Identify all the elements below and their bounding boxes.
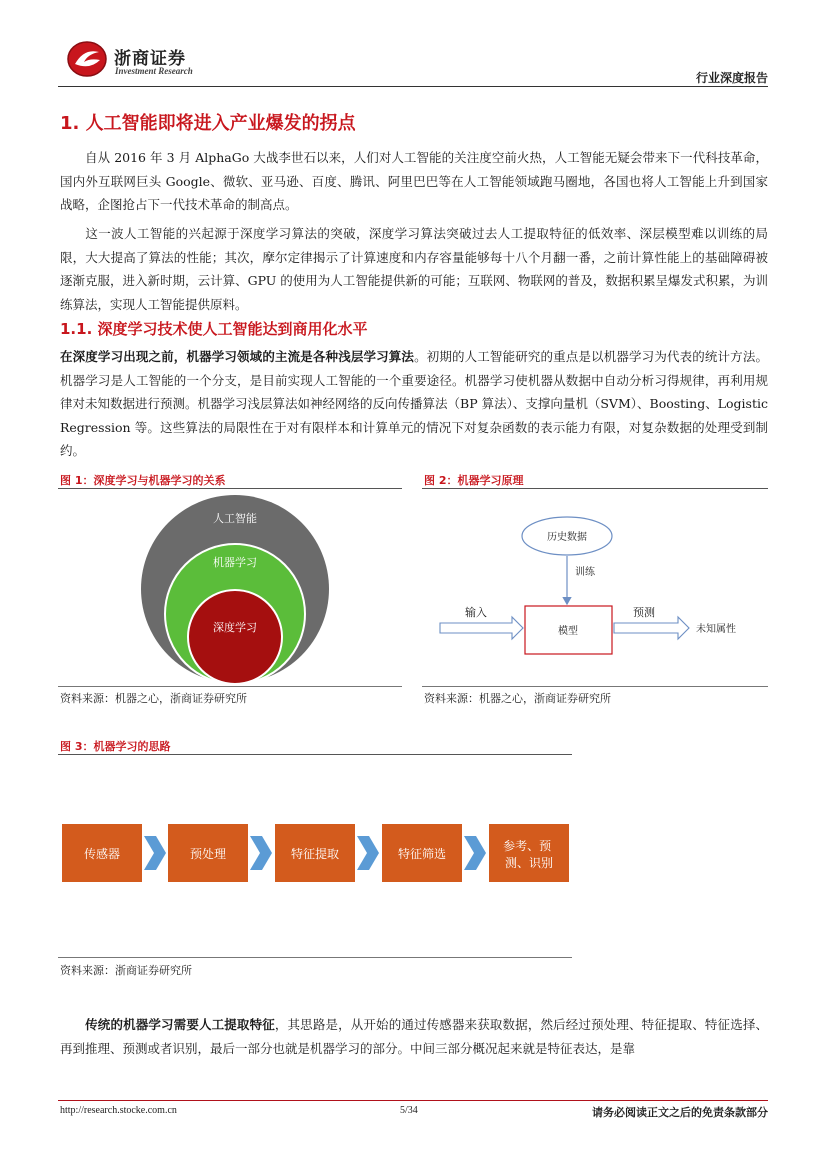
flow-arrow-2: [250, 836, 272, 870]
figure-1-title: 图 1：深度学习与机器学习的关系: [60, 474, 226, 487]
figure-2-source: 资料来源：机器之心，浙商证券研究所: [424, 692, 611, 705]
history-data-label: 历史数据: [547, 532, 587, 543]
flow-arrow-4: [464, 836, 486, 870]
figure-1-source: 资料来源：机器之心，浙商证券研究所: [60, 692, 247, 705]
dl-label: 深度学习: [213, 621, 257, 634]
predict-arrow: [614, 617, 689, 639]
figure-3-source: 资料来源：浙商证券研究所: [60, 964, 192, 977]
flow-step-1-label: 传感器: [83, 847, 121, 861]
figure-1-bottom-rule: [58, 686, 402, 687]
report-type: 行业深度报告: [695, 71, 768, 85]
footer-divider: [58, 1100, 768, 1101]
figure-1-diagram: [140, 494, 330, 684]
flow-step-predict: [489, 824, 569, 882]
intro-paragraph-1-text: 自从 2016 年 3 月 AlphaGo 大战李世石以来，人们对人工智能的关注度空前火热，人工智能无疑会带来下一代科技革命，国内外互联网巨头 Google、微软、亚马逊、百度、腾讯、阿里巴巴等在人工智能领域跑马圈地，各国也将人工智能上升到国家战略，企图抢占下一代技术革命的制高点。: [60, 150, 768, 212]
unknown-attribute-label: 未知属性: [696, 624, 736, 635]
page-number: 5/34: [400, 1105, 418, 1116]
figure-2-diagram: [430, 500, 760, 680]
dl-circle: [188, 590, 282, 684]
brand-name-cn: 浙商证券: [114, 49, 186, 69]
figure-3-flow: [60, 820, 572, 886]
flow-step-3-label: 特征提取: [290, 847, 340, 861]
input-arrow: [440, 617, 523, 639]
figure-2-bottom-rule: [422, 686, 768, 687]
model-label: 模型: [558, 626, 578, 637]
predict-label: 预测: [633, 606, 655, 619]
header-divider: [58, 86, 768, 87]
figure-3-bottom-rule: [58, 957, 572, 958]
brand-name-en: Investment Research: [115, 66, 193, 76]
ai-label: 人工智能: [213, 512, 257, 525]
figure-3-title: 图 3：机器学习的思路: [60, 740, 171, 753]
subsection-text: 。初期的人工智能研究的重点是以机器学习为代表的统计方法。机器学习是人工智能的一个分支，是目前实现人工智能的一个重要途径。机器学习使机器从数据中自动分析习得规律，再利用规律对未知数据进行预测。机器学习浅层算法如神经网络的反向传播算法（BP 算法）、支撑向量机（SVM）、Boosting、Logistic Regression 等。这些算法的局限性在于对有限样本和计算单元的情况下对复杂函数的表示能力有限，对复杂数据的处理受到制约。: [60, 349, 768, 458]
closing-paragraph: [60, 1013, 768, 1060]
intro-paragraph-2-text: 这一波人工智能的兴起源于深度学习算法的突破，深度学习算法突破过去人工提取特征的低效率、深层模型难以训练的局限，大大提高了算法的性能；其次，摩尔定律揭示了计算速度和内存容量能够每十八个月翻一番，之前计算性能上的基础障碍被逐渐克服，进入新时期，云计算、GPU 的使用为人工智能提供新的可能；互联网、物联网的普及，数据积累呈爆发式积累，为训练算法，实现人工智能提供原料。: [60, 226, 768, 312]
intro-paragraph-1: [60, 146, 768, 217]
subsection-title: 1.1. 深度学习技术使人工智能达到商用化水平: [60, 320, 368, 338]
footer-url[interactable]: http://research.stocke.com.cn: [60, 1105, 177, 1116]
flow-step-4-label: 特征筛选: [397, 847, 447, 861]
train-label: 训练: [575, 567, 595, 578]
subsection-lead: 在深度学习出现之前，机器学习领域的主流是各种浅层学习算法: [60, 349, 415, 364]
intro-paragraph-2: [60, 222, 768, 316]
section-title: 1. 人工智能即将进入产业爆发的拐点: [60, 113, 356, 134]
figure-2-title: 图 2：机器学习原理: [424, 474, 524, 487]
figure-2-top-rule: [422, 488, 768, 489]
figure-3-top-rule: [58, 754, 572, 755]
closing-text: ，其思路是，从开始的通过传感器来获取数据，然后经过预处理、特征提取、特征选择、再到推理、预测或者识别，最后一部分也就是机器学习的部分。中间三部分概况起来就是特征表达，是靠: [60, 1017, 768, 1056]
figure-1-top-rule: [58, 488, 402, 489]
input-label: 输入: [465, 606, 487, 619]
flow-arrow-3: [357, 836, 379, 870]
ml-label: 机器学习: [213, 556, 257, 569]
flow-step-5-label: 参考、预 测、识别: [503, 839, 554, 870]
flow-arrow-1: [144, 836, 166, 870]
flow-step-2-label: 预处理: [189, 847, 227, 861]
closing-lead: 传统的机器学习需要人工提取特征: [85, 1017, 275, 1032]
disclaimer-note: 请务必阅读正文之后的免责条款部分: [592, 1106, 768, 1119]
company-logo: [66, 40, 108, 78]
subsection-paragraph: [60, 345, 768, 463]
